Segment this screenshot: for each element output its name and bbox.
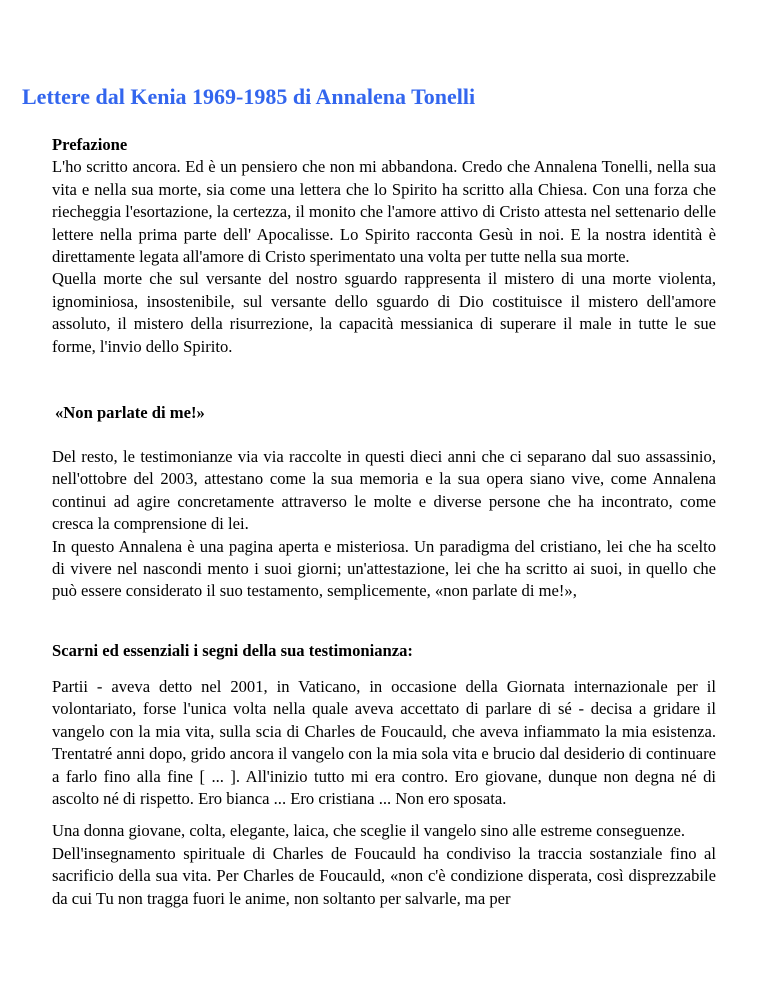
paragraph: Partii - aveva detto nel 2001, in Vaticano, in occasione della Giornata internazionale per il volontariato, forse l'unica volta nella quale aveva accettato di parlare di sé - decisa a gridare il vangelo con la mia vita, sulla scia di Charles de Foucauld, che aveva infiammato la mia esistenza. Trentatré anni dopo, grido ancora il vangelo con la mia sola vita e brucio dal desiderio di continuare a farlo fino alla fine [ ... ]. All'inizio tutto mi era contro. Ero giovane, dunque non degna né di ascolto né di rispetto. Ero bianca ... Ero cristiana ... Non ero sposata.: [52, 677, 716, 809]
section-scarni-body: [52, 676, 716, 910]
section-heading: Prefazione: [52, 135, 128, 154]
paragraph: Una donna giovane, colta, elegante, laica, che sceglie il vangelo sino alle estreme conseguenze.: [52, 821, 686, 841]
section-heading: «Non parlate di me!»: [55, 403, 205, 422]
paragraph: In questo Annalena è una pagina aperta e misteriosa. Un paradigma del cristiano, lei che ha scelto di vivere nel nascondi mento i suoi giorni; un'attestazione, lei che ha scritto ai suoi, in quello che può essere considerato il suo testamento, semplicemente, «non parlate di me!»,: [52, 536, 716, 601]
section-non-parlate-body: [52, 446, 716, 603]
section-scarni: [52, 640, 716, 662]
paragraph: L'ho scritto ancora. Ed è un pensiero che non mi abbandona. Credo che Annalena Tonelli, nella sua vita e nella sua morte, sia come una lettera che lo Spirito ha scritto alla Chiesa. Con una forza che riecheggia l'esortazione, la certezza, il monito che l'amore attivo di Cristo attesta nel settenario delle lettere nella prima parte dell' Apocalisse. Lo Spirito racconta Gesù in noi. E la nostra identità è direttamente legata all'amore di Cristo sperimentato una volta per tutte nella sua morte.: [52, 157, 716, 267]
section-non-parlate: [52, 402, 716, 424]
document-title: Lettere dal Kenia 1969-1985 di Annalena Tonelli: [22, 84, 476, 109]
section-prefazione: [52, 134, 716, 358]
section-heading: Scarni ed essenziali i segni della sua testimonianza:: [52, 641, 413, 660]
paragraph: Dell'insegnamento spirituale di Charles de Foucauld ha condiviso la traccia sostanziale fino al sacrificio della sua vita. Per Charles de Foucauld, «non c'è condizione disperata, così disprezzabile da cui Tu non tragga fuori le anime, non soltanto per salvarle, ma per: [52, 843, 716, 908]
paragraph: Del resto, le testimonianze via via raccolte in questi dieci anni che ci separano dal suo assassinio, nell'ottobre del 2003, attestano come la sua memoria e la sua opera siano vive, come Annalena continui ad agire concretamente attraverso le molte e diverse persone che ha incontrato, come cresca la comprensione di lei.: [52, 447, 716, 534]
paragraph: Quella morte che sul versante del nostro sguardo rappresenta il mistero di una morte violenta, ignominiosa, insostenibile, sul versante dello sguardo di Dio costituisce il mistero dell'amore assoluto, il mistero della risurrezione, la capacità messianica di superare il male in tutte le sue forme, l'invio dello Spirito.: [52, 269, 716, 356]
